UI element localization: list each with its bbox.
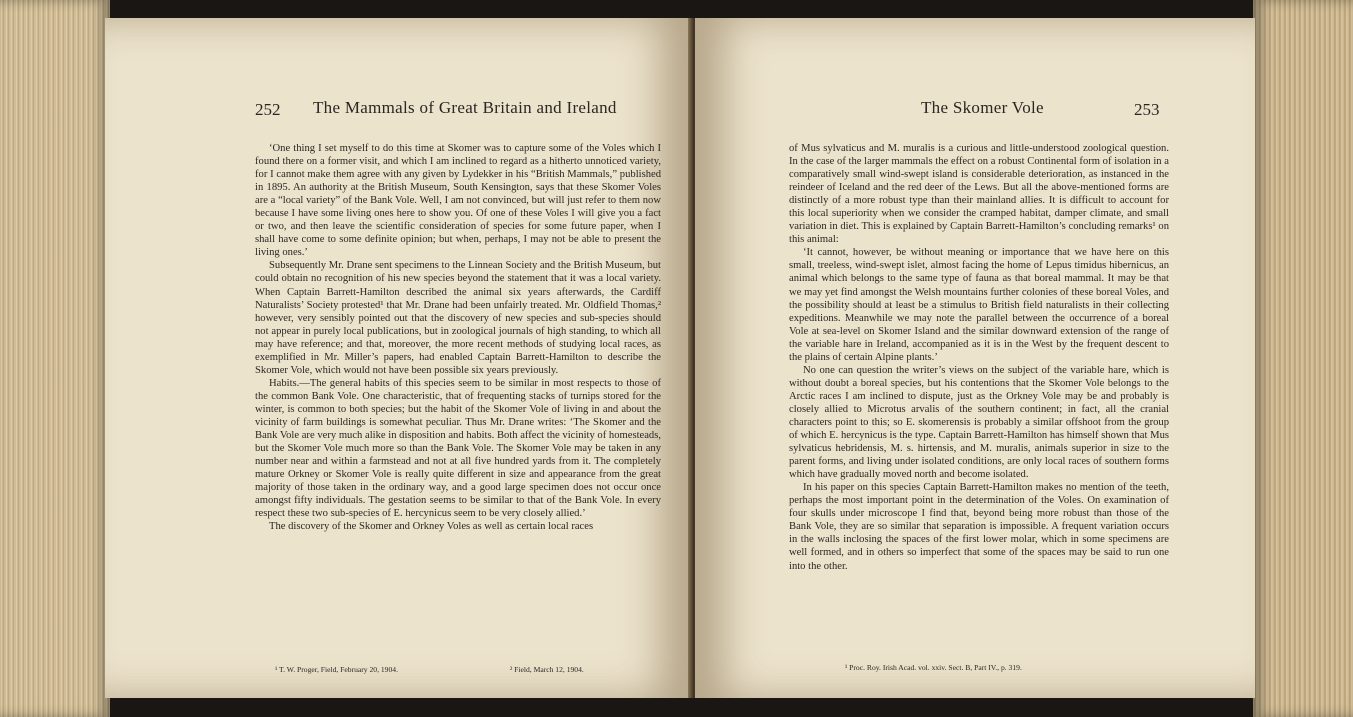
paragraph: ‘One thing I set myself to do this time at Skomer was to capture some of the Voles which I found there on a former visit, and which I am inclined to regard as a hitherto unnoticed variety, for I cannot make them agree with any given by Lydekker in his “British Mammals,” published in 1895. An authority at the British Museum, South Kensington, says that these Skomer Voles are a “local variety” of the Bank Vole. Well, I am not convinced, but will just refer to them now because I have some living ones here to show you. Of one of these Voles I will give you a fact or two, and then leave the scientific consideration of species for some future paper, when I shall have come to some definite opinion; but when, perhaps, I may not be able to present the living ones.’	[255, 143, 661, 259]
paragraph: No one can question the writer’s views on the subject of the variable hare, which is without doubt a boreal species, but his contentions that the Skomer Vole belongs to the Arctic races I am inclined to dispute, just as the Orkney Vole may be and probably is closely allied to Microtus arvalis of the southern continent; in fact, all the cranial characters point to this; so E. skomerensis is probably a similar offshoot from the group of which E. hercynicus is the type. Captain Barrett-Hamilton has himself shown that Mus sylvaticus hebridensis, M. s. hirtensis, and M. muralis, animals superior in size to the parent forms, and living under isolated conditions, are only local races of southern forms which have gradually moved north and become isolated.	[789, 364, 1169, 481]
page-number: 252	[255, 100, 281, 119]
left-page	[105, 18, 690, 698]
paragraph: ‘It cannot, however, be without meaning or importance that we have here on this small, treeless, wind-swept islet, almost facing the home of Lepus timidus hibernicus, an animal which belongs to the same type of fauna as that boreal mammal. It may be that we may yet find amongst the Welsh mountains further colonies of these boreal Voles, and the possibility should at least be a stimulus to British field naturalists in their collecting expeditions. Meanwhile we may note the parallel between the occurrence of a boreal Vole at sea-level on Skomer Island and the similar downward extension of the range of the variable hare in Ireland, accompanied as it is in the West by the frequent descent to the plains of certain Alpine plants.’	[789, 247, 1169, 363]
right-page	[695, 18, 1255, 698]
paragraph: The discovery of the Skomer and Orkney Voles as well as certain local races	[269, 521, 594, 533]
paragraph: In his paper on this species Captain Barrett-Hamilton makes no mention of the teeth, perhaps the most important point in the determination of the Voles. On examination of four skulls under microscope I find that, beyond being more robust than those of the Bank Vole, they are so similar that separation is impossible. A frequent variation occurs in the walls inclosing the spaces of the first lower molar, which in some specimens are well formed, and in others so imperfect that some of the spaces may be said to run one into the other.	[789, 482, 1169, 572]
left-page-stack	[0, 0, 110, 717]
body-text	[255, 142, 661, 533]
paragraph: Subsequently Mr. Drane sent specimens to the Linnean Society and the British Museum, but could obtain no recognition of his new species beyond the statement that it was a local variety. When Captain Barrett-Hamilton described the animal six years afterwards, the Cardiff Naturalists’ Society protested¹ that Mr. Drane had been unfairly treated. Mr. Oldfield Thomas,² however, very sensibly pointed out that the discovery of new species and sub-species should not appear in purely local publications, but in zoological journals of high standing, to which all may have reference; and that, moreover, the more recent methods of studying local races, as exemplified in Mr. Miller’s papers, had enabled Captain Barrett-Hamilton to describe the Skomer Vole, which would not have been possible six years previously.	[255, 260, 661, 376]
page-number: 253	[1134, 100, 1160, 119]
body-text	[789, 142, 1169, 573]
footnote: ¹ T. W. Proger, Field, February 20, 1904.	[275, 665, 398, 674]
running-head: The Mammals of Great Britain and Ireland	[313, 98, 617, 117]
right-page-stack	[1253, 0, 1353, 717]
footnote: ¹ Proc. Roy. Irish Acad. vol. xxiv. Sect. B, Part IV., p. 319.	[845, 663, 1022, 672]
running-head: The Skomer Vole	[921, 98, 1044, 117]
footnote: ² Field, March 12, 1904.	[510, 665, 584, 674]
paragraph: Habits.—The general habits of this species seem to be similar in most respects to those of the common Bank Vole. One characteristic, that of frequenting stacks of turnips stored for the winter, is common to both species; but the habit of the Skomer Vole of living in and about the vicinity of farm buildings is somewhat peculiar. Thus Mr. Drane writes: ‘The Skomer and the Bank Vole are very much alike in disposition and habits. Both affect the vicinity of homesteads, but the Skomer Vole much more so than the Bank Vole. The Skomer Vole may be taken in any number near and within a farmstead and not at all five hundred yards from it. The completely mature Orkney or Skomer Vole is really quite different in size and appearance from the great majority of those taken in the ordinary way, and a good large specimen does not occur once amongst fifty individuals. The gestation seems to be similar to that of the Bank Vole. In every respect these two sub-species of E. hercynicus seem to be very closely allied.’	[255, 377, 661, 520]
paragraph: of Mus sylvaticus and M. muralis is a curious and little-understood zoological question. In the case of the larger mammals the effect on a robust Continental form of isolation in a comparatively small wind-swept island is considerable deterioration, as instanced in the reindeer of Iceland and the red deer of the Lews. But all the above-mentioned forms are distinctly of a more robust type than their mainland allies. It is difficult to account for this local superiority when we consider the cramped habitat, damper climate, and small variation in diet. This is explained by Captain Barrett-Hamilton’s concluding remarks¹ on this animal:	[789, 143, 1169, 246]
